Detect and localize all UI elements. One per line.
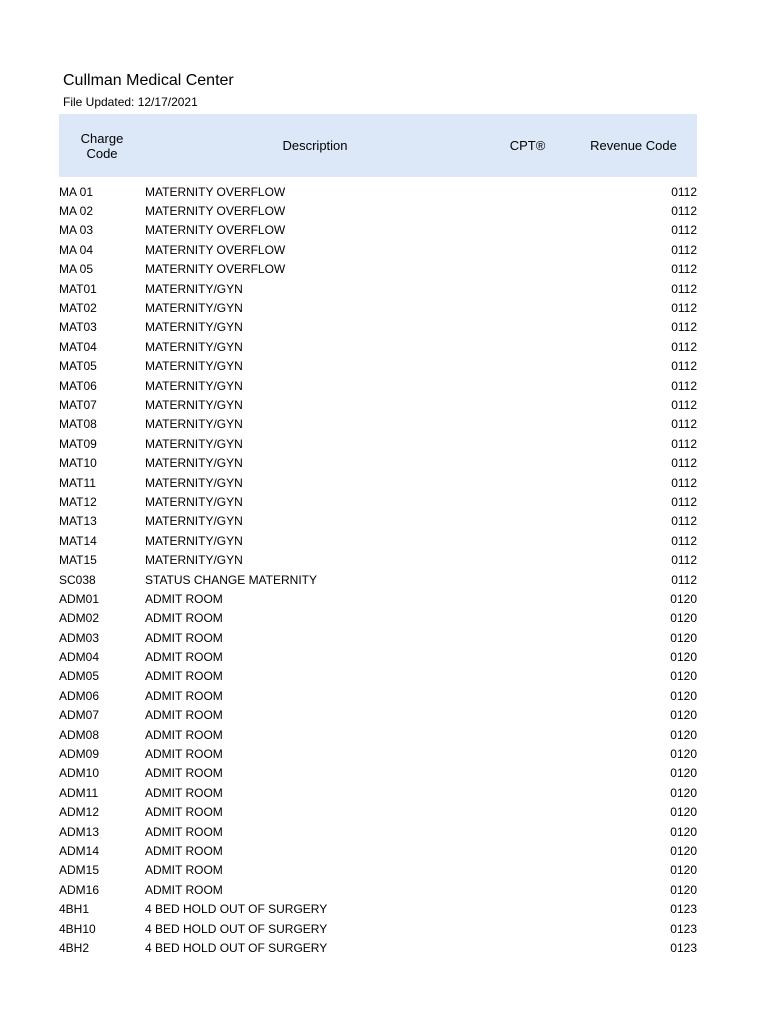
- revenue-code-cell: 0112: [671, 184, 697, 199]
- charge-code-cell: MAT07: [59, 397, 97, 412]
- revenue-code-cell: 0120: [670, 785, 697, 800]
- revenue-code-cell: 0112: [671, 417, 697, 432]
- description-cell: 4 BED HOLD OUT OF SURGERY: [145, 940, 328, 955]
- header-description: Description: [145, 114, 485, 177]
- cpt-cell: [485, 260, 570, 279]
- revenue-code-cell: 0120: [670, 843, 697, 858]
- description-cell: ADMIT ROOM: [145, 591, 223, 606]
- table-row: [59, 415, 697, 434]
- description-cell: MATERNITY OVERFLOW: [145, 204, 286, 219]
- table-row: [59, 201, 697, 220]
- cpt-cell: [485, 667, 570, 686]
- cpt-cell: [485, 744, 570, 763]
- table-row: [59, 318, 697, 337]
- description-cell: ADMIT ROOM: [145, 708, 223, 723]
- revenue-code-cell: 0120: [670, 747, 697, 762]
- table-row: [59, 279, 697, 298]
- revenue-code-cell: 0112: [671, 553, 697, 568]
- charge-code-cell: MAT10: [59, 456, 97, 471]
- cpt-cell: [485, 725, 570, 744]
- cpt-cell: [485, 841, 570, 860]
- charge-code-cell: MA 03: [59, 223, 94, 238]
- cpt-cell: [485, 938, 570, 957]
- description-cell: STATUS CHANGE MATERNITY: [145, 572, 318, 587]
- table-row: [59, 803, 697, 822]
- cpt-cell: [485, 415, 570, 434]
- description-cell: MATERNITY OVERFLOW: [145, 223, 286, 238]
- cpt-cell: [485, 453, 570, 472]
- charge-code-cell: MAT14: [59, 533, 97, 548]
- revenue-code-cell: 0112: [671, 378, 697, 393]
- description-cell: MATERNITY/GYN: [145, 533, 243, 548]
- cpt-cell: [485, 550, 570, 569]
- table-row: [59, 647, 697, 666]
- description-cell: MATERNITY/GYN: [145, 514, 243, 529]
- table-row: [59, 589, 697, 608]
- charge-code-cell: ADM03: [59, 630, 100, 645]
- table-row: [59, 822, 697, 841]
- revenue-code-cell: 0112: [671, 397, 697, 412]
- description-cell: ADMIT ROOM: [145, 766, 223, 781]
- document-title: Cullman Medical Center: [63, 72, 234, 89]
- charge-code-cell: ADM13: [59, 824, 100, 839]
- cpt-cell: [485, 706, 570, 725]
- charge-code-cell: MAT02: [59, 301, 97, 316]
- description-cell: MATERNITY/GYN: [145, 339, 243, 354]
- cpt-cell: [485, 531, 570, 550]
- revenue-code-cell: 0112: [671, 494, 697, 509]
- charge-code-cell: MAT04: [59, 339, 97, 354]
- charge-code-cell: MAT01: [59, 281, 97, 296]
- header-cpt: CPT®: [485, 114, 570, 177]
- table-row: [59, 861, 697, 880]
- revenue-code-cell: 0120: [670, 669, 697, 684]
- table-row: [59, 899, 697, 918]
- cpt-cell: [485, 647, 570, 666]
- description-cell: ADMIT ROOM: [145, 669, 223, 684]
- revenue-code-cell: 0112: [671, 242, 697, 257]
- header-charge-code-line2: Code: [86, 145, 118, 161]
- description-cell: ADMIT ROOM: [145, 747, 223, 762]
- description-cell: MATERNITY/GYN: [145, 397, 243, 412]
- charge-code-cell: MAT11: [59, 475, 96, 490]
- revenue-code-cell: 0123: [670, 902, 697, 917]
- table-row: [59, 298, 697, 317]
- revenue-code-cell: 0120: [670, 824, 697, 839]
- table-row: [59, 473, 697, 492]
- table-row: [59, 841, 697, 860]
- revenue-code-cell: 0112: [671, 339, 697, 354]
- revenue-code-cell: 0120: [670, 650, 697, 665]
- description-cell: ADMIT ROOM: [145, 805, 223, 820]
- revenue-code-cell: 0120: [670, 766, 697, 781]
- revenue-code-cell: 0120: [670, 591, 697, 606]
- revenue-code-cell: 0120: [670, 611, 697, 626]
- charge-code-cell: MAT15: [59, 553, 97, 568]
- table-row: [59, 744, 697, 763]
- cpt-cell: [485, 880, 570, 899]
- cpt-cell: [485, 628, 570, 647]
- description-cell: MATERNITY/GYN: [145, 378, 243, 393]
- table-row: [59, 434, 697, 453]
- revenue-code-cell: 0112: [671, 320, 697, 335]
- description-cell: ADMIT ROOM: [145, 688, 223, 703]
- charge-code-cell: ADM08: [59, 727, 100, 742]
- cpt-cell: [485, 783, 570, 802]
- description-cell: ADMIT ROOM: [145, 824, 223, 839]
- description-cell: MATERNITY OVERFLOW: [145, 262, 286, 277]
- revenue-code-cell: 0112: [671, 223, 697, 238]
- charge-code-cell: MAT09: [59, 436, 97, 451]
- table-row: [59, 550, 697, 569]
- table-row: [59, 764, 697, 783]
- revenue-code-cell: 0112: [671, 475, 697, 490]
- charge-code-cell: ADM10: [59, 766, 100, 781]
- revenue-code-cell: 0112: [671, 262, 697, 277]
- table-row: [59, 570, 697, 589]
- revenue-code-cell: 0112: [671, 456, 697, 471]
- description-cell: ADMIT ROOM: [145, 843, 223, 858]
- revenue-code-cell: 0112: [671, 301, 697, 316]
- charge-code-cell: MA 02: [59, 204, 94, 219]
- revenue-code-cell: 0112: [671, 436, 697, 451]
- table-row: [59, 609, 697, 628]
- revenue-code-cell: 0120: [670, 630, 697, 645]
- header-charge-code-line1: Charge: [80, 130, 124, 146]
- description-cell: 4 BED HOLD OUT OF SURGERY: [145, 921, 328, 936]
- revenue-code-cell: 0112: [671, 204, 697, 219]
- charge-code-cell: MAT05: [59, 359, 97, 374]
- description-cell: MATERNITY/GYN: [145, 417, 243, 432]
- description-cell: ADMIT ROOM: [145, 611, 223, 626]
- charge-code-cell: ADM04: [59, 650, 100, 665]
- revenue-code-cell: 0123: [670, 921, 697, 936]
- cpt-cell: [485, 899, 570, 918]
- charge-code-cell: MA 01: [59, 184, 94, 199]
- table-row: [59, 725, 697, 744]
- cpt-cell: [485, 686, 570, 705]
- table-row: [59, 337, 697, 356]
- revenue-code-cell: 0112: [671, 281, 697, 296]
- table-row: [59, 512, 697, 531]
- cpt-cell: [485, 201, 570, 220]
- charge-code-cell: SC038: [59, 572, 96, 587]
- table-row: [59, 240, 697, 259]
- table-row: [59, 938, 697, 957]
- table-body: [59, 182, 697, 958]
- table-row: [59, 260, 697, 279]
- revenue-code-cell: 0120: [670, 805, 697, 820]
- description-cell: MATERNITY OVERFLOW: [145, 184, 286, 199]
- cpt-cell: [485, 357, 570, 376]
- description-cell: MATERNITY/GYN: [145, 456, 243, 471]
- cpt-cell: [485, 182, 570, 201]
- file-updated-date: File Updated: 12/17/2021: [63, 95, 198, 109]
- table-row: [59, 357, 697, 376]
- charge-code-cell: MAT12: [59, 494, 97, 509]
- charge-code-cell: 4BH2: [59, 940, 90, 955]
- revenue-code-cell: 0112: [671, 572, 697, 587]
- cpt-cell: [485, 395, 570, 414]
- charge-code-cell: MA 04: [59, 242, 94, 257]
- description-cell: MATERNITY OVERFLOW: [145, 242, 286, 257]
- table-row: [59, 492, 697, 511]
- charge-code-cell: ADM16: [59, 882, 100, 897]
- description-cell: 4 BED HOLD OUT OF SURGERY: [145, 902, 328, 917]
- header-charge-code: [59, 114, 145, 177]
- revenue-code-cell: 0120: [670, 688, 697, 703]
- table-row: [59, 706, 697, 725]
- charge-code-cell: ADM11: [59, 785, 99, 800]
- table-row: [59, 686, 697, 705]
- header-revenue-code: Revenue Code: [570, 114, 697, 177]
- charge-code-cell: 4BH1: [59, 902, 90, 917]
- table-row: [59, 880, 697, 899]
- revenue-code-cell: 0120: [670, 882, 697, 897]
- description-cell: ADMIT ROOM: [145, 630, 223, 645]
- charge-code-cell: MAT03: [59, 320, 97, 335]
- cpt-cell: [485, 434, 570, 453]
- revenue-code-cell: 0112: [671, 533, 697, 548]
- cpt-cell: [485, 318, 570, 337]
- description-cell: MATERNITY/GYN: [145, 494, 243, 509]
- description-cell: MATERNITY/GYN: [145, 320, 243, 335]
- description-cell: MATERNITY/GYN: [145, 436, 243, 451]
- table-row: [59, 667, 697, 686]
- cpt-cell: [485, 221, 570, 240]
- cpt-cell: [485, 240, 570, 259]
- cpt-cell: [485, 512, 570, 531]
- charge-code-cell: 4BH10: [59, 921, 96, 936]
- table-row: [59, 531, 697, 550]
- description-cell: MATERNITY/GYN: [145, 301, 243, 316]
- charge-code-cell: ADM15: [59, 863, 100, 878]
- charge-code-cell: ADM01: [59, 591, 100, 606]
- cpt-cell: [485, 279, 570, 298]
- table-row: [59, 628, 697, 647]
- cpt-cell: [485, 376, 570, 395]
- charge-code-cell: MA 05: [59, 262, 94, 277]
- table-row: [59, 395, 697, 414]
- description-cell: MATERNITY/GYN: [145, 553, 243, 568]
- cpt-cell: [485, 298, 570, 317]
- charge-code-cell: ADM02: [59, 611, 100, 626]
- description-cell: ADMIT ROOM: [145, 650, 223, 665]
- table-header-row: [59, 114, 697, 177]
- cpt-cell: [485, 492, 570, 511]
- cpt-cell: [485, 861, 570, 880]
- charge-code-cell: MAT08: [59, 417, 97, 432]
- charge-code-cell: MAT06: [59, 378, 97, 393]
- cpt-cell: [485, 609, 570, 628]
- charge-code-cell: ADM06: [59, 688, 100, 703]
- cpt-cell: [485, 764, 570, 783]
- revenue-code-cell: 0112: [671, 359, 697, 374]
- description-cell: ADMIT ROOM: [145, 863, 223, 878]
- revenue-code-cell: 0123: [670, 940, 697, 955]
- charge-code-cell: ADM09: [59, 747, 100, 762]
- table-row: [59, 453, 697, 472]
- description-cell: ADMIT ROOM: [145, 882, 223, 897]
- table-row: [59, 221, 697, 240]
- description-cell: MATERNITY/GYN: [145, 281, 243, 296]
- charge-code-cell: ADM14: [59, 843, 100, 858]
- revenue-code-cell: 0120: [670, 863, 697, 878]
- cpt-cell: [485, 919, 570, 938]
- table-row: [59, 182, 697, 201]
- cpt-cell: [485, 822, 570, 841]
- cpt-cell: [485, 589, 570, 608]
- cpt-cell: [485, 803, 570, 822]
- table-row: [59, 376, 697, 395]
- revenue-code-cell: 0112: [671, 514, 697, 529]
- table-row: [59, 783, 697, 802]
- cpt-cell: [485, 337, 570, 356]
- charge-table: [59, 114, 697, 958]
- revenue-code-cell: 0120: [670, 708, 697, 723]
- cpt-cell: [485, 570, 570, 589]
- charge-code-cell: ADM05: [59, 669, 100, 684]
- cpt-cell: [485, 473, 570, 492]
- description-cell: MATERNITY/GYN: [145, 359, 243, 374]
- description-cell: ADMIT ROOM: [145, 785, 223, 800]
- description-cell: ADMIT ROOM: [145, 727, 223, 742]
- table-row: [59, 919, 697, 938]
- revenue-code-cell: 0120: [670, 727, 697, 742]
- description-cell: MATERNITY/GYN: [145, 475, 243, 490]
- charge-code-cell: ADM12: [59, 805, 100, 820]
- charge-code-cell: ADM07: [59, 708, 100, 723]
- charge-code-cell: MAT13: [59, 514, 97, 529]
